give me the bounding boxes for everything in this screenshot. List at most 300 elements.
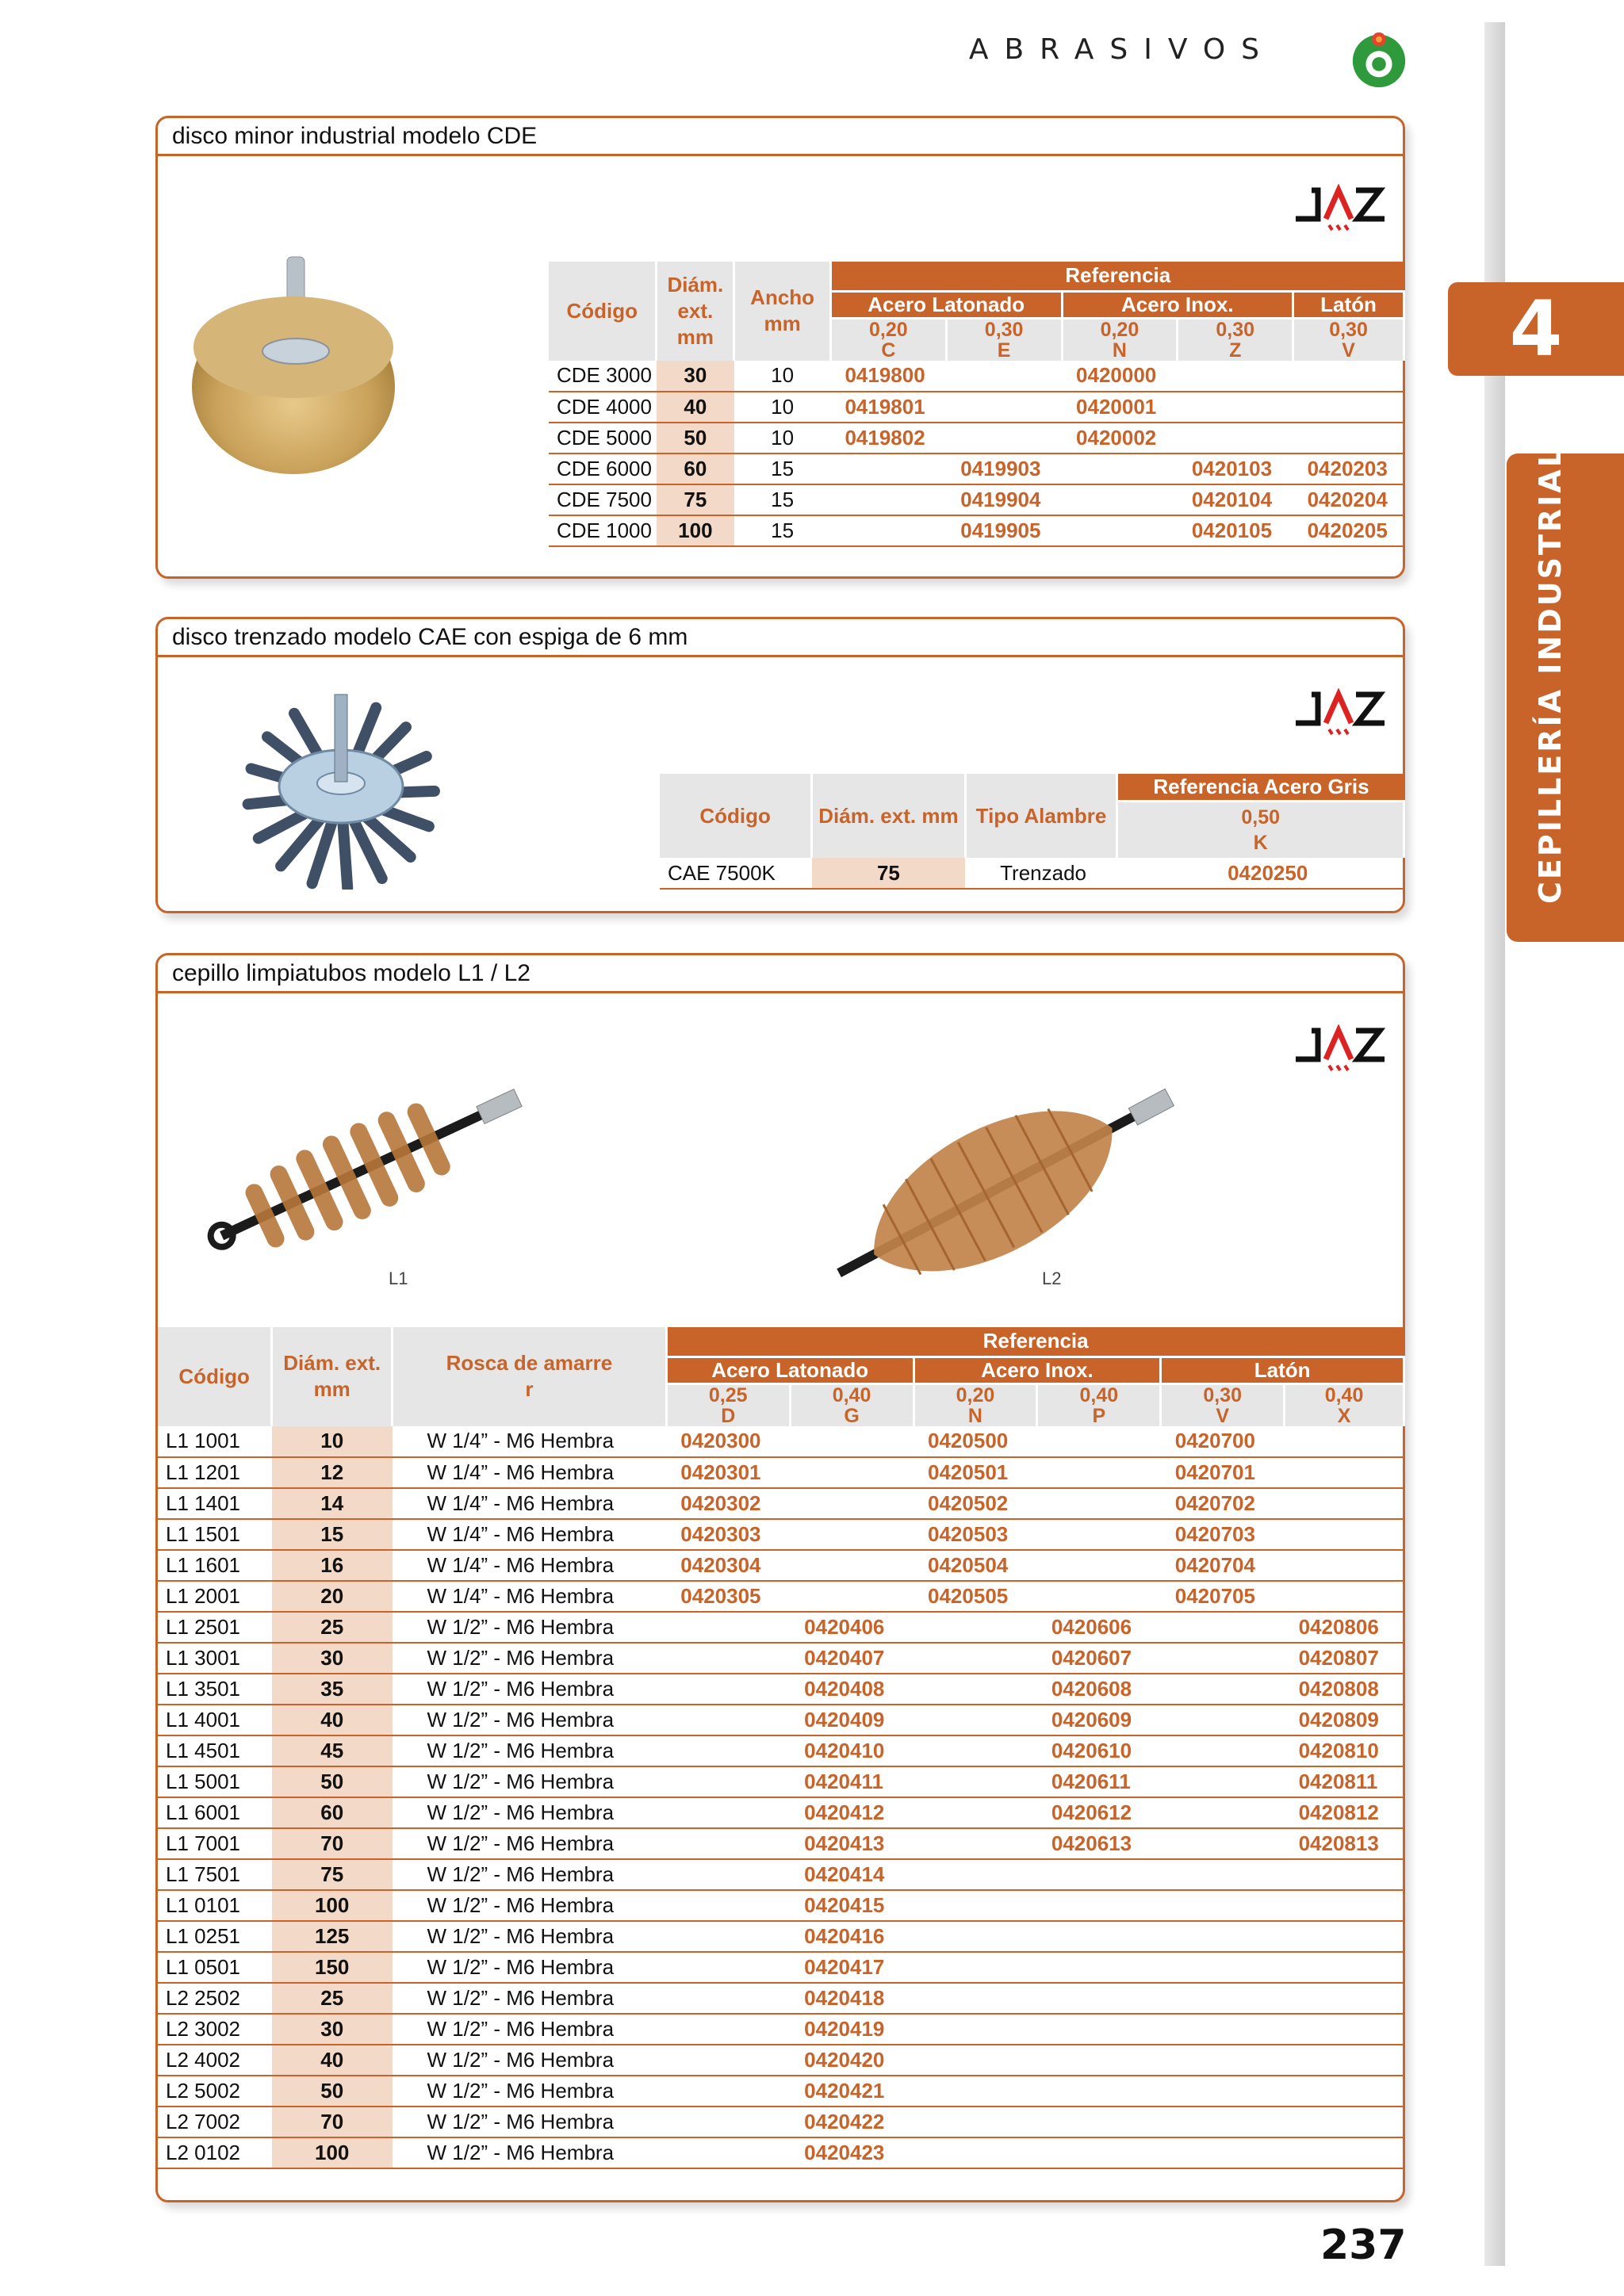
table-cell: 14	[272, 1488, 393, 1519]
table-cell: 50	[272, 2076, 393, 2107]
table-cell	[914, 1797, 1037, 1828]
table-cell: 100	[272, 2137, 393, 2168]
table-cell: W 1/2” - M6 Hembra	[393, 2107, 667, 2137]
table-cell: W 1/4” - M6 Hembra	[393, 1581, 667, 1612]
table-cell: 0419800	[830, 361, 946, 392]
table-cell	[666, 1828, 790, 1859]
sub-col: 0,30 E	[946, 318, 1062, 361]
table-cell: 0420420	[790, 2045, 914, 2076]
table-cell: L1 3501	[158, 1674, 272, 1705]
table-cell: 0420409	[790, 1705, 914, 1735]
table-cell	[666, 1674, 790, 1705]
table-cell	[914, 2137, 1037, 2168]
table-cell: 25	[272, 1612, 393, 1643]
table-cell: 0420811	[1285, 1766, 1404, 1797]
table-cell	[666, 1612, 790, 1643]
table-row	[158, 1735, 1404, 1766]
table-cell: W 1/2” - M6 Hembra	[393, 1766, 667, 1797]
table-cell: W 1/4” - M6 Hembra	[393, 1457, 667, 1488]
table-cell: L2 0102	[158, 2137, 272, 2168]
table-cell: 0420700	[1161, 1426, 1285, 1457]
table-cell	[790, 1519, 914, 1550]
table-row	[158, 1921, 1404, 1952]
table-cell	[1285, 1519, 1404, 1550]
table-cell: 0420104	[1178, 484, 1293, 515]
table-cell	[790, 1488, 914, 1519]
table-cell: W 1/4” - M6 Hembra	[393, 1426, 667, 1457]
table-cell: 0420705	[1161, 1581, 1285, 1612]
table-cell: 75	[657, 484, 734, 515]
table-cell: 0420613	[1037, 1828, 1161, 1859]
table-row	[158, 1519, 1404, 1550]
table-row	[158, 1488, 1404, 1519]
table-cell: L2 5002	[158, 2076, 272, 2107]
table-cell	[914, 2014, 1037, 2045]
table-cell: L2 2502	[158, 1983, 272, 2014]
table-cell: W 1/2” - M6 Hembra	[393, 1890, 667, 1921]
sub-col: 0,40 P	[1037, 1383, 1161, 1426]
table-cell: L1 2501	[158, 1612, 272, 1643]
table-cell	[1037, 1952, 1161, 1983]
table-cell	[666, 1643, 790, 1674]
grp-acero-latonado: Acero Latonado	[666, 1357, 914, 1383]
table-cell: 0420701	[1161, 1457, 1285, 1488]
table-cell: W 1/2” - M6 Hembra	[393, 1859, 667, 1890]
table-cell	[1285, 1983, 1404, 2014]
sub-col: 0,20 C	[830, 318, 946, 361]
table-cell	[830, 484, 946, 515]
table-cell	[1161, 1983, 1285, 2014]
table-cell: 0420812	[1285, 1797, 1404, 1828]
table-cell: 40	[272, 2045, 393, 2076]
table-cell	[946, 392, 1062, 423]
table-cell	[666, 2045, 790, 2076]
cde-table	[549, 262, 1405, 547]
table-cell: 0420418	[790, 1983, 914, 2014]
table-cell	[1062, 484, 1178, 515]
table-cell: 25	[272, 1983, 393, 2014]
table-cell	[1285, 2076, 1404, 2107]
table-cell	[1293, 423, 1404, 453]
table-cell: L2 3002	[158, 2014, 272, 2045]
table-row	[158, 2076, 1404, 2107]
grp-laton: Latón	[1293, 291, 1404, 318]
table-cell: L2 7002	[158, 2107, 272, 2137]
table-cell	[1293, 392, 1404, 423]
table-cell: W 1/2” - M6 Hembra	[393, 1983, 667, 2014]
table-cell	[790, 1426, 914, 1457]
col-referencia: Referencia	[666, 1327, 1404, 1357]
table-cell: 40	[657, 392, 734, 423]
table-cell: 0420609	[1037, 1705, 1161, 1735]
table-cell	[1161, 1674, 1285, 1705]
table-cell: L1 1601	[158, 1550, 272, 1581]
table-cell: Trenzado	[965, 858, 1117, 889]
table-cell	[1062, 453, 1178, 484]
table-cell: 10	[272, 1426, 393, 1457]
table-cell: 0420808	[1285, 1674, 1404, 1705]
table-cell	[790, 1457, 914, 1488]
table-cell	[914, 1674, 1037, 1705]
table-cell: 0420500	[914, 1426, 1037, 1457]
table-cell	[1037, 1519, 1161, 1550]
table-cell	[914, 2045, 1037, 2076]
table-cell: 0420419	[790, 2014, 914, 2045]
section-title: disco trenzado modelo CAE con espiga de 6 mm	[158, 619, 1403, 657]
table-cell	[1161, 2045, 1285, 2076]
table-cell: 15	[734, 484, 831, 515]
table-cell	[914, 1890, 1037, 1921]
table-cell	[1285, 1921, 1404, 1952]
table-cell	[666, 1921, 790, 1952]
table-cell: 0420000	[1062, 361, 1178, 392]
table-cell	[1285, 2107, 1404, 2137]
table-cell: 0420205	[1293, 515, 1404, 546]
table-cell	[1285, 1859, 1404, 1890]
header-title: ABRASIVOS	[968, 33, 1275, 66]
table-cell: 0419904	[946, 484, 1062, 515]
table-cell: W 1/2” - M6 Hembra	[393, 1921, 667, 1952]
table-cell	[1161, 1797, 1285, 1828]
table-cell	[914, 1952, 1037, 1983]
table-cell: 0420810	[1285, 1735, 1404, 1766]
jaz-logo	[1294, 1024, 1388, 1072]
table-row	[158, 1705, 1404, 1735]
table-cell	[1161, 2137, 1285, 2168]
table-cell	[1161, 1643, 1285, 1674]
table-cell: 15	[734, 515, 831, 546]
table-cell: L1 1501	[158, 1519, 272, 1550]
sub-col: 0,30 V	[1293, 318, 1404, 361]
table-cell	[666, 1766, 790, 1797]
table-cell: 0420414	[790, 1859, 914, 1890]
table-cell	[1037, 1457, 1161, 1488]
table-cell	[666, 2107, 790, 2137]
sub-col: 0,40 X	[1285, 1383, 1404, 1426]
table-row	[158, 1859, 1404, 1890]
table-row	[158, 1766, 1404, 1797]
table-row	[158, 2014, 1404, 2045]
table-cell: L1 1001	[158, 1426, 272, 1457]
table-cell: 0420406	[790, 1612, 914, 1643]
table-cell: W 1/4” - M6 Hembra	[393, 1519, 667, 1550]
table-cell	[946, 361, 1062, 392]
table-cell: W 1/2” - M6 Hembra	[393, 1735, 667, 1766]
l1-brush-image	[190, 1062, 555, 1269]
table-cell	[1178, 361, 1293, 392]
table-cell: 125	[272, 1921, 393, 1952]
table-cell: 40	[272, 1705, 393, 1735]
col-codigo: Código	[549, 262, 657, 361]
table-cell	[914, 1983, 1037, 2014]
table-row	[158, 1983, 1404, 2014]
table-cell: 0420421	[790, 2076, 914, 2107]
table-cell: CDE 4000	[549, 392, 657, 423]
table-cell: 60	[272, 1797, 393, 1828]
table-cell: 0420504	[914, 1550, 1037, 1581]
table-cell	[1037, 1921, 1161, 1952]
table-cell	[1178, 392, 1293, 423]
table-cell: 0420703	[1161, 1519, 1285, 1550]
table-cell: 10	[734, 423, 831, 453]
table-cell: W 1/2” - M6 Hembra	[393, 1643, 667, 1674]
col-diam: Diám. ext. mm	[812, 774, 965, 858]
cae-table	[660, 774, 1405, 890]
table-cell: 15	[272, 1519, 393, 1550]
table-cell: 100	[657, 515, 734, 546]
table-cell	[1161, 2107, 1285, 2137]
table-cell: 0420423	[790, 2137, 914, 2168]
table-cell: 0420413	[790, 1828, 914, 1859]
brand-logo-icon	[1348, 29, 1410, 90]
table-cell: CDE 5000	[549, 423, 657, 453]
table-cell: L1 4001	[158, 1705, 272, 1735]
table-cell: 0419801	[830, 392, 946, 423]
table-cell	[1037, 1983, 1161, 2014]
l2-image-label: L2	[1042, 1269, 1062, 1288]
table-cell	[666, 1735, 790, 1766]
table-row	[549, 423, 1404, 453]
table-cell: L1 6001	[158, 1797, 272, 1828]
table-cell	[1285, 2045, 1404, 2076]
jaz-logo	[1294, 184, 1388, 232]
table-row	[158, 1581, 1404, 1612]
table-cell: 45	[272, 1735, 393, 1766]
table-cell	[1161, 1766, 1285, 1797]
table-cell: 0420606	[1037, 1612, 1161, 1643]
table-cell: 0420411	[790, 1766, 914, 1797]
table-cell: W 1/2” - M6 Hembra	[393, 2014, 667, 2045]
table-cell: 0420203	[1293, 453, 1404, 484]
table-cell	[1161, 1828, 1285, 1859]
col-ancho: Ancho mm	[734, 262, 831, 361]
table-row	[158, 1674, 1404, 1705]
table-row	[158, 2045, 1404, 2076]
table-cell: 0420410	[790, 1735, 914, 1766]
table-cell: 0420415	[790, 1890, 914, 1921]
table-cell	[1285, 1952, 1404, 1983]
sub-col: 0,50 K	[1117, 801, 1404, 858]
table-cell	[914, 1643, 1037, 1674]
table-cell: L1 7001	[158, 1828, 272, 1859]
table-cell	[1037, 1426, 1161, 1457]
table-cell	[1161, 1735, 1285, 1766]
table-cell: 0420250	[1117, 858, 1404, 889]
table-cell: 10	[734, 361, 831, 392]
table-cell: 16	[272, 1550, 393, 1581]
sub-col: 0,20 N	[914, 1383, 1037, 1426]
table-cell	[1037, 2045, 1161, 2076]
table-cell: W 1/2” - M6 Hembra	[393, 1705, 667, 1735]
chapter-tab[interactable]: 4	[1448, 282, 1624, 376]
table-cell: 0420001	[1062, 392, 1178, 423]
table-cell: W 1/4” - M6 Hembra	[393, 1550, 667, 1581]
table-cell: W 1/2” - M6 Hembra	[393, 1674, 667, 1705]
table-cell: 0420204	[1293, 484, 1404, 515]
table-cell	[1161, 1859, 1285, 1890]
table-cell	[914, 1921, 1037, 1952]
table-cell	[666, 1890, 790, 1921]
table-cell: 30	[657, 361, 734, 392]
table-cell: 0420505	[914, 1581, 1037, 1612]
col-codigo: Código	[660, 774, 812, 858]
l2-brush-image	[801, 1069, 1213, 1299]
table-cell	[1285, 1426, 1404, 1457]
table-cell	[1285, 1890, 1404, 1921]
table-cell: 0420608	[1037, 1674, 1161, 1705]
l-table	[158, 1327, 1405, 2169]
table-cell: 0420502	[914, 1488, 1037, 1519]
table-cell: 0420813	[1285, 1828, 1404, 1859]
table-row	[158, 2107, 1404, 2137]
table-cell: W 1/2” - M6 Hembra	[393, 2045, 667, 2076]
table-cell: 0420105	[1178, 515, 1293, 546]
table-cell	[1037, 2076, 1161, 2107]
table-cell	[914, 2107, 1037, 2137]
table-cell	[666, 2137, 790, 2168]
table-cell: 0420002	[1062, 423, 1178, 453]
table-cell: 0420408	[790, 1674, 914, 1705]
table-cell: 0420503	[914, 1519, 1037, 1550]
table-row	[158, 1890, 1404, 1921]
cae-brush-image	[198, 675, 484, 890]
table-cell	[1161, 1705, 1285, 1735]
table-cell: CDE 6000	[549, 453, 657, 484]
table-cell	[1285, 1488, 1404, 1519]
grp-laton: Latón	[1161, 1357, 1404, 1383]
table-cell: 0420304	[666, 1550, 790, 1581]
sub-col: 0,30 V	[1161, 1383, 1285, 1426]
table-cell	[1161, 1921, 1285, 1952]
table-cell	[1037, 1550, 1161, 1581]
table-cell: W 1/2” - M6 Hembra	[393, 1952, 667, 1983]
table-cell: L1 0251	[158, 1921, 272, 1952]
table-row	[158, 1612, 1404, 1643]
table-cell: 60	[657, 453, 734, 484]
grp-acero-latonado: Acero Latonado	[830, 291, 1062, 318]
table-cell	[1161, 1612, 1285, 1643]
table-cell: 50	[272, 1766, 393, 1797]
table-row	[549, 361, 1404, 392]
table-cell: L1 4501	[158, 1735, 272, 1766]
col-diam: Diám. ext. mm	[272, 1327, 393, 1426]
table-row	[549, 392, 1404, 423]
col-codigo: Código	[158, 1327, 272, 1426]
table-cell	[946, 423, 1062, 453]
table-cell: 75	[812, 858, 965, 889]
table-cell: 10	[734, 392, 831, 423]
table-cell	[1285, 1550, 1404, 1581]
table-cell: L1 7501	[158, 1859, 272, 1890]
table-cell	[666, 1705, 790, 1735]
grp-acero-inox: Acero Inox.	[914, 1357, 1161, 1383]
table-cell	[1161, 1890, 1285, 1921]
table-cell: W 1/2” - M6 Hembra	[393, 1797, 667, 1828]
table-cell	[914, 1859, 1037, 1890]
table-cell	[666, 1983, 790, 2014]
sub-col: 0,40 G	[790, 1383, 914, 1426]
table-row	[549, 453, 1404, 484]
table-cell: 0420807	[1285, 1643, 1404, 1674]
table-cell: 0420412	[790, 1797, 914, 1828]
col-rosca: Rosca de amarre r	[393, 1327, 667, 1426]
table-cell: L1 0501	[158, 1952, 272, 1983]
section-tab-label: CEPILLERÍA INDUSTRIAL	[1533, 446, 1568, 904]
table-cell	[1037, 1581, 1161, 1612]
table-cell	[1161, 1952, 1285, 1983]
page-number: 237	[1320, 2221, 1407, 2269]
table-cell	[1037, 2137, 1161, 2168]
table-cell	[914, 1735, 1037, 1766]
table-cell: 0420806	[1285, 1612, 1404, 1643]
table-cell: 0420407	[790, 1643, 914, 1674]
section-title: disco minor industrial modelo CDE	[158, 118, 1403, 156]
col-referencia: Referencia	[830, 262, 1404, 291]
table-cell: L1 2001	[158, 1581, 272, 1612]
table-cell	[830, 453, 946, 484]
table-row	[549, 515, 1404, 546]
table-row	[549, 484, 1404, 515]
table-cell: L2 4002	[158, 2045, 272, 2076]
table-row	[158, 1828, 1404, 1859]
table-cell	[1037, 2014, 1161, 2045]
table-cell: 0420300	[666, 1426, 790, 1457]
table-cell: 70	[272, 1828, 393, 1859]
table-cell: L1 3001	[158, 1643, 272, 1674]
col-diam: Diám. ext. mm	[657, 262, 734, 361]
table-cell: 70	[272, 2107, 393, 2137]
table-cell	[1285, 1457, 1404, 1488]
l1-image-label: L1	[389, 1269, 408, 1288]
table-cell: 0420417	[790, 1952, 914, 1983]
table-cell: 15	[734, 453, 831, 484]
table-cell: 150	[272, 1952, 393, 1983]
table-row	[158, 1797, 1404, 1828]
table-cell: 20	[272, 1581, 393, 1612]
table-cell: 30	[272, 2014, 393, 2045]
table-cell: 0420305	[666, 1581, 790, 1612]
table-cell	[1293, 361, 1404, 392]
table-cell: 0420416	[790, 1921, 914, 1952]
table-cell: 30	[272, 1643, 393, 1674]
table-cell	[830, 515, 946, 546]
table-cell: 0420303	[666, 1519, 790, 1550]
table-cell: W 1/2” - M6 Hembra	[393, 2076, 667, 2107]
table-row	[158, 1550, 1404, 1581]
table-cell: 0420612	[1037, 1797, 1161, 1828]
table-cell	[1285, 2137, 1404, 2168]
table-cell	[914, 1612, 1037, 1643]
table-cell: 75	[272, 1859, 393, 1890]
table-cell: 100	[272, 1890, 393, 1921]
table-cell	[1178, 423, 1293, 453]
table-row	[158, 1426, 1404, 1457]
table-cell: 0419905	[946, 515, 1062, 546]
table-cell: 0420103	[1178, 453, 1293, 484]
table-cell	[790, 1581, 914, 1612]
table-row	[660, 858, 1404, 889]
table-cell	[914, 1828, 1037, 1859]
table-cell	[666, 2014, 790, 2045]
table-row	[158, 2137, 1404, 2168]
table-cell: W 1/2” - M6 Hembra	[393, 2137, 667, 2168]
table-cell: L1 1401	[158, 1488, 272, 1519]
table-cell: W 1/2” - M6 Hembra	[393, 1828, 667, 1859]
table-cell: 0420302	[666, 1488, 790, 1519]
table-cell: 12	[272, 1457, 393, 1488]
table-cell	[666, 2076, 790, 2107]
table-cell: 0420702	[1161, 1488, 1285, 1519]
